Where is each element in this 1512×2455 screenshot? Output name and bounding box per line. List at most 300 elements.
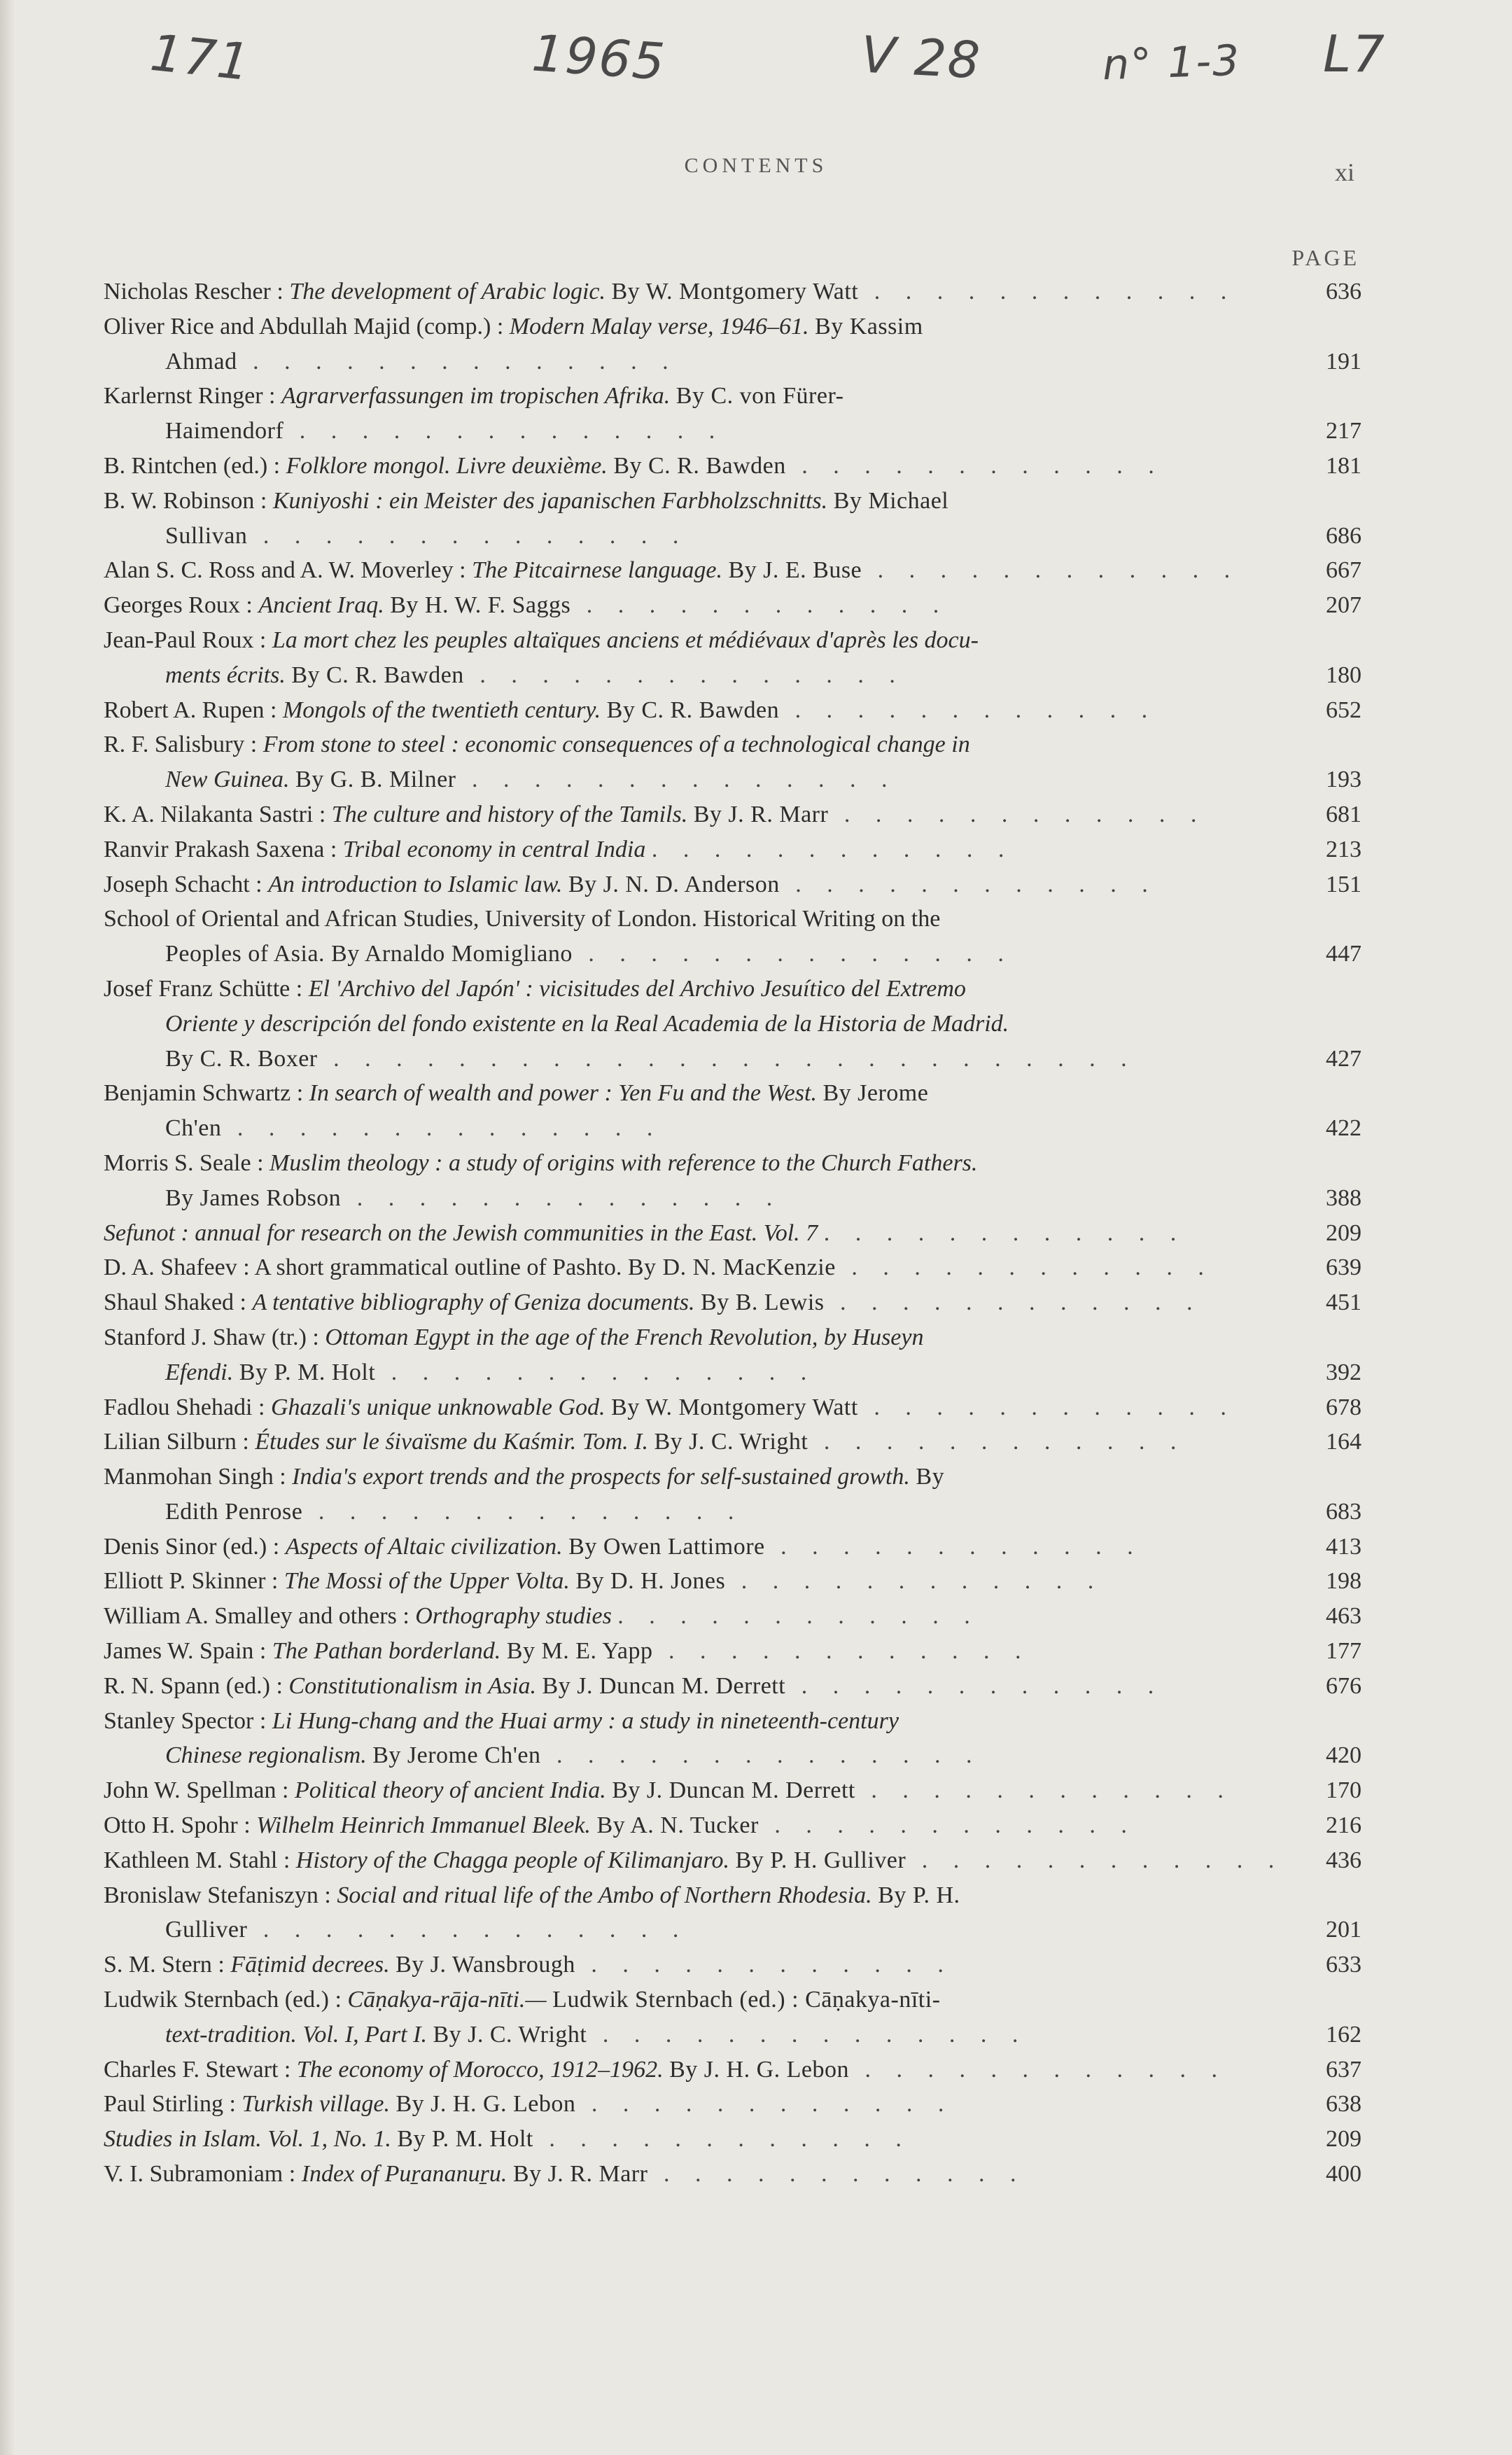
entry-page-number: 436 [1326, 1847, 1362, 1873]
toc-line [104, 2157, 1284, 2192]
entry-title: Agrarverfassungen im tropischen Afrika. [281, 383, 671, 410]
entry-reviewer: By C. R. Bawden [613, 452, 786, 479]
entry-reviewer: By Kassim [815, 313, 923, 340]
entry-title: Mongols of the twentieth century. [282, 697, 601, 723]
entry-page-number: 198 [1326, 1568, 1362, 1595]
toc-line [104, 1076, 1284, 1111]
dot-leader: . . . . . . . . . . . . . . [463, 662, 905, 688]
toc-entry [104, 693, 1362, 728]
toc-line-continued [104, 2017, 1284, 2052]
toc-entry [104, 797, 1362, 832]
entry-page-number: 678 [1326, 1394, 1362, 1420]
entry-title: Ancient Iraq. [258, 592, 384, 619]
entry-reviewer: By J. C. Wright [654, 1429, 808, 1455]
entry-reviewer-continued: By G. B. Milner [295, 767, 456, 793]
entry-author: Stanley Spector : [104, 1707, 267, 1734]
dot-leader: . . . . . . . . . . . . . . [456, 767, 897, 793]
entry-title: Modern Malay verse, 1946–61. [509, 313, 809, 340]
entry-reviewer: By A. N. Tucker [596, 1812, 759, 1839]
entry-reviewer: By J. N. D. Anderson [568, 871, 780, 897]
dot-leader: . . . . . . . . . . . . . . [247, 1917, 689, 1943]
toc-line-continued [104, 1042, 1284, 1077]
entry-author: Shaul Shaked : [104, 1289, 246, 1316]
entry-title: The development of Arabic logic. [289, 279, 606, 305]
entry-author: Alan S. C. Ross and A. W. Moverley : [104, 557, 466, 584]
entry-page-number: 207 [1326, 592, 1362, 619]
entry-title: Index of Puṟananuṟu. [301, 2161, 507, 2188]
toc-entry [104, 972, 1362, 1076]
toc-line [104, 1599, 1284, 1634]
entry-title-continued: text-tradition. Vol. I, Part I. [165, 2021, 427, 2048]
toc-entry [104, 1982, 1362, 2052]
entry-page-number: 636 [1326, 279, 1362, 305]
toc-line [104, 1530, 1284, 1565]
entry-title: Political theory of ancient India. [294, 1777, 606, 1804]
entry-author: Kathleen M. Stahl : [104, 1847, 290, 1873]
entry-title: Cāṇakya-rāja-nīti.— [347, 1987, 547, 2013]
toc-line [104, 797, 1284, 832]
toc-line [104, 1634, 1284, 1669]
dot-leader: . . . . . . . . . . . . [758, 1812, 1137, 1839]
entry-reviewer: By J. R. Marr [512, 2161, 648, 2188]
entry-author: Lilian Silburn : [104, 1429, 249, 1455]
entry-title-continued: Oriente y descripción del fondo existente en la Real Academia de la Historia de Madrid. [165, 1010, 1009, 1037]
dot-leader: . . . . . . . . . . . . [828, 801, 1207, 827]
entry-author: Nicholas Rescher : [104, 279, 284, 305]
toc-line [104, 1216, 1284, 1251]
entry-author: School of Oriental and African Studies, University of London. Historical Writing on the [104, 906, 941, 932]
entry-author: S. M. Stern : [104, 1952, 225, 1978]
toc-entry [104, 1460, 1362, 1530]
entry-page-number: 652 [1326, 697, 1362, 723]
entry-reviewer-continued: By C. R. Bawden [291, 662, 464, 688]
toc-line [104, 1947, 1284, 1982]
entry-title: Ottoman Egypt in the age of the French Revolution, by Huseyn [325, 1324, 924, 1350]
toc-entry [104, 902, 1362, 972]
entry-page-number: 420 [1326, 1742, 1362, 1769]
toc-line [104, 1285, 1284, 1320]
toc-entry [104, 1530, 1362, 1565]
toc-line [104, 902, 1284, 937]
dot-leader: . . . . . . . . . . . . [858, 279, 1237, 305]
toc-line-continued [104, 1355, 1284, 1390]
entry-page-number: 181 [1326, 452, 1362, 479]
toc-line [104, 309, 1284, 344]
entry-page-number: 193 [1326, 767, 1362, 793]
entry-author: Morris S. Seale : [104, 1149, 264, 1176]
page-edge-shadow [0, 0, 15, 2455]
dot-leader: . . . . . . . . . . . . [785, 1672, 1164, 1699]
toc-line [104, 553, 1284, 588]
toc-entry [104, 1320, 1362, 1390]
entry-title: El 'Archivo del Japón' : vicisitudes del Archivo Jesuítico del Extremo [308, 975, 966, 1002]
toc-line [104, 1250, 1284, 1285]
entry-author: Bronislaw Stefaniszyn : [104, 1882, 331, 1908]
entry-title: Aspects of Altaic civilization. [285, 1533, 563, 1560]
entry-title: Kuniyoshi : ein Meister des japanischen Farbholzschnitts. [272, 487, 828, 514]
entry-reviewer: By H. W. F. Saggs [390, 592, 571, 619]
entry-page-number: 180 [1326, 662, 1362, 688]
entry-author: Manmohan Singh : [104, 1464, 286, 1490]
entry-title: Sefunot : annual for research on the Jewish communities in the East. Vol. 7 [104, 1219, 818, 1246]
entry-reviewer: By C. R. Bawden [606, 697, 780, 723]
toc-line [104, 1808, 1284, 1843]
page-number: xi [1334, 158, 1354, 186]
contents-list [104, 274, 1362, 2192]
entry-page-number: 638 [1326, 2091, 1362, 2118]
entry-reviewer-continued: Peoples of Asia. By Arnaldo Momigliano [165, 941, 573, 967]
entry-author: Joseph Schacht : [104, 871, 262, 897]
entry-reviewer: By P. H. Gulliver [735, 1847, 906, 1873]
dot-leader: . . . . . . . . . . . . . . [247, 522, 689, 549]
entry-title: The economy of Morocco, 1912–1962. [296, 2056, 664, 2083]
entry-page-number: 400 [1326, 2161, 1362, 2188]
dot-leader: . . . . . . . . . . . . . . [341, 1184, 783, 1211]
dot-leader: . . . . . . . . . . . . [725, 1568, 1104, 1595]
entry-reviewer: By P. H. [878, 1882, 960, 1908]
entry-reviewer: By [916, 1464, 945, 1490]
handwritten-note-4: n° 1-3 [1101, 36, 1242, 90]
dot-leader: . . . . . . . . . . . . [823, 1219, 1186, 1246]
entry-author: John W. Spellman : [104, 1777, 289, 1804]
dot-leader: . . . . . . . . . . . . [648, 2161, 1026, 2188]
entry-reviewer: By J. E. Buse [728, 557, 862, 584]
entry-reviewer: By W. Montgomery Watt [611, 1394, 858, 1420]
toc-line-continued [104, 519, 1284, 554]
entry-title: La mort chez les peuples altaïques anciens et médiévaux d'après les docu- [272, 627, 979, 653]
toc-line [104, 1425, 1284, 1460]
toc-entry [104, 588, 1362, 623]
entry-title: Constitutionalism in Asia. [288, 1672, 537, 1699]
entry-author: Denis Sinor (ed.) : [104, 1533, 280, 1560]
entry-reviewer: By Michael [833, 487, 949, 514]
entry-title: Orthography studies [415, 1603, 612, 1630]
entry-reviewer-continued: By Jerome Ch'en [372, 1742, 541, 1769]
entry-reviewer-continued: By James Robson [165, 1184, 342, 1211]
dot-leader: . . . . . . . . . . . . [824, 1289, 1203, 1316]
entry-author: William A. Smalley and others : [104, 1603, 410, 1630]
entry-author: Ludwik Sternbach (ed.) : [104, 1987, 342, 2013]
entry-title: Ghazali's unique unknowable God. [270, 1394, 606, 1420]
entry-title: The Mossi of the Upper Volta. [284, 1568, 570, 1595]
dot-leader: . . . . . . . . . . . . . . [284, 418, 725, 445]
entry-title-continued: Chinese regionalism. [165, 1742, 367, 1769]
toc-entry [104, 2052, 1362, 2087]
entry-page-number: 392 [1326, 1359, 1362, 1385]
toc-line [104, 449, 1284, 484]
dot-leader: . . . . . . . . . . . . [785, 452, 1164, 479]
toc-line [104, 2122, 1284, 2157]
dot-leader: . . . . . . . . . . . . [575, 2091, 954, 2118]
entry-author: V. I. Subramoniam : [104, 2161, 296, 2188]
toc-entry [104, 449, 1362, 484]
entry-reviewer-continued: Gulliver [165, 1917, 248, 1943]
entry-page-number: 217 [1326, 418, 1362, 445]
entry-reviewer-continued: Ahmad [165, 348, 237, 375]
toc-line-continued [104, 414, 1284, 449]
entry-page-number: 639 [1326, 1254, 1362, 1281]
toc-entry [104, 379, 1362, 449]
dot-leader: . . . . . . . . . . . . [835, 1254, 1214, 1281]
toc-entry [104, 1947, 1362, 1982]
toc-line [104, 588, 1284, 623]
entry-reviewer-continued: Ch'en [165, 1115, 222, 1142]
toc-line [104, 693, 1284, 728]
entry-author: Otto H. Spohr : [104, 1812, 251, 1839]
toc-line [104, 1564, 1284, 1599]
toc-entry [104, 2157, 1362, 2192]
entry-page-number: 422 [1326, 1115, 1362, 1142]
entry-page-number: 388 [1326, 1184, 1362, 1211]
toc-line [104, 1773, 1284, 1808]
entry-title: The culture and history of the Tamils. [331, 801, 688, 827]
toc-entry [104, 623, 1362, 693]
entry-author: Oliver Rice and Abdullah Majid (comp.) : [104, 313, 504, 340]
entry-title: Muslim theology : a study of origins with reference to the Church Fathers. [270, 1149, 978, 1176]
toc-entry [104, 2087, 1362, 2122]
toc-entry [104, 274, 1362, 309]
entry-page-number: 667 [1326, 557, 1362, 584]
entry-page-number: 209 [1326, 1219, 1362, 1246]
handwritten-note-2: 1965 [530, 23, 668, 92]
entry-author: Ranvir Prakash Saxena : [104, 836, 337, 862]
entry-reviewer: Ludwik Sternbach (ed.) : Cāṇakya-nīti- [552, 1987, 941, 2013]
toc-line [104, 274, 1284, 309]
entry-author: Karlernst Ringer : [104, 383, 276, 410]
dot-leader: . . . . . . . . . . . . [652, 1638, 1031, 1665]
entry-page-number: 201 [1326, 1917, 1362, 1943]
entry-author: R. F. Salisbury : [104, 732, 258, 758]
entry-title: Études sur le śivaïsme du Kaśmir. Tom. I. [255, 1429, 648, 1455]
entry-title: Studies in Islam. Vol. 1, No. 1. [104, 2126, 391, 2153]
toc-entry [104, 553, 1362, 588]
dot-leader: . . . . . . . . . . . . [779, 871, 1158, 897]
entry-author: D. A. Shafeev : [104, 1254, 250, 1281]
entry-page-number: 162 [1326, 2021, 1362, 2048]
entry-reviewer-continued: Edith Penrose [165, 1498, 303, 1525]
entry-page-number: 637 [1326, 2056, 1362, 2083]
toc-entry [104, 2122, 1362, 2157]
dot-leader: . . . . . . . . . . . . . . [375, 1359, 817, 1385]
entry-title: A tentative bibliography of Geniza documents. [252, 1289, 695, 1316]
toc-line-continued [104, 937, 1284, 972]
entry-title: In search of wealth and power : Yen Fu and the West. [309, 1080, 817, 1107]
entry-reviewer-continued: By J. C. Wright [433, 2021, 587, 2048]
toc-line [104, 972, 1284, 1007]
toc-line [104, 1704, 1284, 1739]
entry-reviewer: By D. N. MacKenzie [627, 1254, 836, 1281]
entry-author: Paul Stirling : [104, 2091, 236, 2118]
entry-page-number: 216 [1326, 1812, 1362, 1839]
dot-leader: . . . . . . . . . . . . . . [587, 2021, 1028, 2048]
entry-page-number: 633 [1326, 1952, 1362, 1978]
toc-entry [104, 1425, 1362, 1460]
toc-entry [104, 832, 1362, 867]
dot-leader: . . . . . . . . . . . . [858, 1394, 1236, 1420]
entry-title: The Pitcairnese language. [472, 557, 722, 584]
toc-line-continued [104, 658, 1284, 693]
entry-page-number: 209 [1326, 2126, 1362, 2153]
toc-line [104, 623, 1284, 658]
entry-author: K. A. Nilakanta Sastri : [104, 801, 326, 827]
toc-line [104, 1982, 1284, 2017]
toc-entry [104, 1843, 1362, 1878]
dot-leader: . . . . . . . . . . . . [849, 2056, 1227, 2083]
toc-line-continued [104, 1495, 1284, 1530]
entry-author: B. Rintchen (ed.) : [104, 452, 281, 479]
dot-leader: . . . . . . . . . . . . [808, 1429, 1186, 1455]
entry-page-number: 427 [1326, 1045, 1362, 1072]
toc-line-continued [104, 344, 1284, 379]
toc-entry [104, 1146, 1362, 1216]
entry-author: Robert A. Rupen : [104, 697, 277, 723]
toc-line [104, 1878, 1284, 1913]
entry-title: Folklore mongol. Livre deuxième. [286, 452, 608, 479]
entry-reviewer: By J. Duncan M. Derrett [542, 1672, 786, 1699]
toc-entry [104, 1285, 1362, 1320]
dot-leader: . . . . . . . . . . . . . . [572, 941, 1014, 967]
toc-line-continued [104, 1738, 1284, 1773]
toc-entry [104, 1634, 1362, 1669]
page-title: CONTENTS [684, 154, 828, 177]
dot-leader: . . . . . . . . . . . . [651, 836, 1014, 862]
entry-author: B. W. Robinson : [104, 487, 267, 514]
dot-leader: . . . . . . . . . . . . . . [302, 1498, 744, 1525]
toc-line [104, 379, 1284, 414]
toc-entry [104, 1390, 1362, 1425]
entry-reviewer: By J. R. Marr [693, 801, 829, 827]
toc-entry [104, 1878, 1362, 1948]
entry-reviewer: By D. H. Jones [575, 1568, 726, 1595]
entry-page-number: 451 [1326, 1289, 1362, 1316]
toc-line [104, 867, 1284, 902]
entry-reviewer: By J. Duncan M. Derrett [612, 1777, 855, 1804]
entry-author: Fadlou Shehadi : [104, 1394, 265, 1420]
entry-reviewer: By W. Montgomery Watt [611, 279, 859, 305]
toc-entry [104, 1076, 1362, 1146]
entry-reviewer: By M. E. Yapp [506, 1638, 653, 1665]
toc-line-continued [104, 1912, 1284, 1947]
entry-reviewer: By C. von Fürer- [676, 383, 844, 410]
entry-reviewer: By J. H. G. Lebon [396, 2091, 576, 2118]
entry-page-number: 177 [1326, 1638, 1362, 1665]
entry-reviewer: By Jerome [822, 1080, 929, 1107]
entry-title: Social and ritual life of the Ambo of Northern Rhodesia. [337, 1882, 872, 1908]
entry-page-number: 447 [1326, 941, 1362, 967]
entry-title: Wilhelm Heinrich Immanuel Bleek. [256, 1812, 591, 1839]
handwritten-note-1: 171 [148, 22, 254, 92]
entry-page-number: 170 [1326, 1777, 1362, 1804]
entry-author: Jean-Paul Roux : [104, 627, 267, 653]
entry-title: Tribal economy in central India [342, 836, 646, 862]
dot-leader: . . . . . . . . . . . . . . [540, 1742, 982, 1769]
dot-leader: . . . . . . . . . . . . . . . . . . . . . . . . . . [317, 1045, 1137, 1072]
handwritten-note-5: L7 [1323, 25, 1386, 83]
entry-reviewer-continued: Haimendorf [165, 418, 284, 445]
toc-entry [104, 309, 1362, 379]
entry-title-continued: New Guinea. [165, 767, 290, 793]
toc-entry [104, 1250, 1362, 1285]
dot-leader: . . . . . . . . . . . . [617, 1603, 980, 1630]
toc-entry [104, 1599, 1362, 1634]
entry-author: Benjamin Schwartz : [104, 1080, 304, 1107]
entry-author: R. N. Spann (ed.) : [104, 1672, 283, 1699]
entry-page-number: 681 [1326, 801, 1362, 827]
toc-line [104, 832, 1284, 867]
entry-author: Elliott P. Skinner : [104, 1568, 279, 1595]
entry-author: Josef Franz Schütte : [104, 975, 303, 1002]
toc-line [104, 2087, 1284, 2122]
toc-line-continued [104, 1007, 1284, 1042]
entry-author: Georges Roux : [104, 592, 253, 619]
toc-line-continued [104, 762, 1284, 797]
toc-line-continued [104, 1181, 1284, 1216]
toc-entry [104, 727, 1362, 797]
entry-page-number: 413 [1326, 1533, 1362, 1560]
toc-entry [104, 1808, 1362, 1843]
entry-reviewer: By P. M. Holt [397, 2126, 533, 2153]
entry-page-number: 683 [1326, 1498, 1362, 1525]
toc-line [104, 2052, 1284, 2087]
entry-title-continued: ments écrits. [165, 662, 286, 688]
entry-reviewer: By J. H. G. Lebon [669, 2056, 849, 2083]
entry-reviewer: By B. Lewis [701, 1289, 825, 1316]
entry-page-number: 463 [1326, 1603, 1362, 1630]
entry-title: The Pathan borderland. [272, 1638, 501, 1665]
entry-title: Fāṭimid decrees. [230, 1952, 390, 1978]
toc-line [104, 1390, 1284, 1425]
toc-line [104, 1460, 1284, 1495]
toc-entry [104, 1564, 1362, 1599]
dot-leader: . . . . . . . . . . . . [906, 1847, 1284, 1873]
entry-reviewer: By Owen Lattimore [568, 1533, 765, 1560]
entry-author: James W. Spain : [104, 1638, 267, 1665]
dot-leader: . . . . . . . . . . . . [779, 697, 1158, 723]
toc-entry [104, 484, 1362, 554]
toc-line [104, 1320, 1284, 1355]
dot-leader: . . . . . . . . . . . . . . [237, 348, 678, 375]
dot-leader: . . . . . . . . . . . . [533, 2126, 911, 2153]
dot-leader: . . . . . . . . . . . . [862, 557, 1240, 584]
entry-title: Li Hung-chang and the Huai army : a study in nineteenth-century [272, 1707, 899, 1734]
entry-page-number: 191 [1326, 348, 1362, 375]
toc-entry [104, 1216, 1362, 1251]
entry-page-number: 676 [1326, 1672, 1362, 1699]
entry-title: History of the Chagga people of Kilimanjaro. [295, 1847, 730, 1873]
dot-leader: . . . . . . . . . . . . [570, 592, 949, 619]
dot-leader: . . . . . . . . . . . . [764, 1533, 1143, 1560]
handwritten-note-3: V 28 [859, 25, 983, 90]
entry-page-number: 164 [1326, 1429, 1362, 1455]
entry-reviewer-continued: By P. M. Holt [239, 1359, 376, 1385]
toc-entry [104, 867, 1362, 902]
entry-title: India's export trends and the prospects for self-sustained growth. [292, 1464, 910, 1490]
toc-entry [104, 1704, 1362, 1774]
entry-title: A short grammatical outline of Pashto. [254, 1254, 622, 1281]
entry-title: Turkish village. [241, 2091, 390, 2118]
toc-line-continued [104, 1111, 1284, 1146]
page-column-label: PAGE [1292, 245, 1359, 270]
toc-line [104, 1146, 1284, 1181]
toc-line [104, 484, 1284, 519]
entry-page-number: 686 [1326, 522, 1362, 549]
entry-page-number: 213 [1326, 836, 1362, 862]
toc-entry [104, 1773, 1362, 1808]
entry-page-number: 151 [1326, 871, 1362, 897]
toc-entry [104, 1669, 1362, 1704]
entry-reviewer: By J. Wansbrough [396, 1952, 575, 1978]
entry-title: An introduction to Islamic law. [268, 871, 563, 897]
